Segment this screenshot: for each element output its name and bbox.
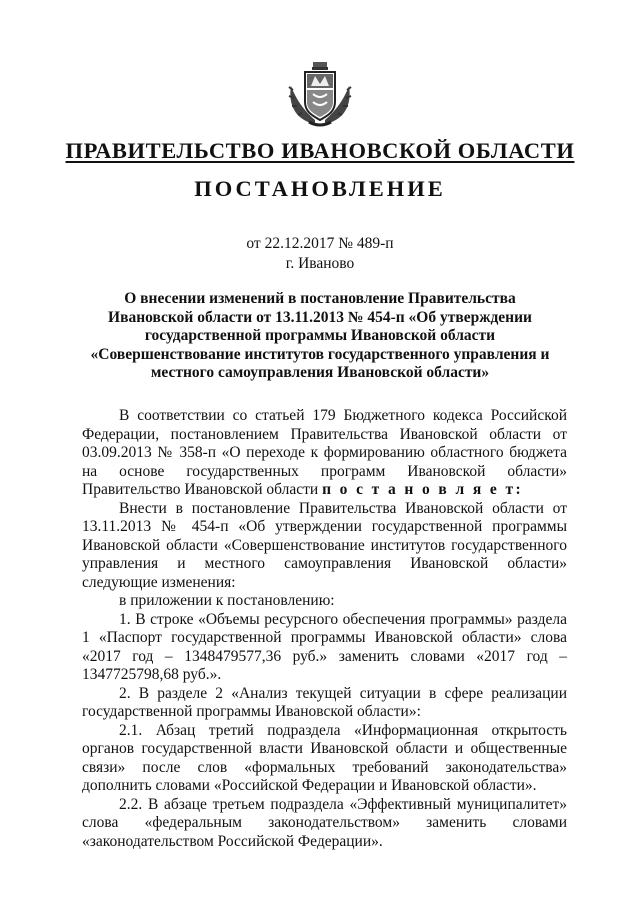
paragraph-item-2: 2. В разделе 2 «Анализ текущей ситуации в сфере реализации государственной программы Ивановской области»:: [82, 684, 567, 720]
document-type: ПОСТАНОВЛЕНИЕ: [194, 176, 446, 201]
paragraph-item-1: 1. В строке «Объемы ресурсного обеспечения программы» раздела 1 «Паспорт государственной программы Ивановской области» слова «2017 год – 1348479577,36 руб.» заменить словами «2017 год – 1347725798,68 руб.».: [82, 610, 567, 683]
heading-line: Ивановской области от 13.11.2013 № 454-п «Об утверждении: [108, 308, 532, 326]
heading-line: местного самоуправления Ивановской области»: [150, 364, 490, 381]
government-title: ПРАВИТЕЛЬСТВО ИВАНОВСКОЙ ОБЛАСТИ: [65, 138, 575, 163]
paragraph-item-2-1: 2.1. Абзац третий подраздела «Информационная открытость органов государственной власти Ивановской области и общественные связи» после слов «формальных требований законодательства» дополнить словами «Российской Федерации и Ивановской области».: [82, 721, 567, 794]
paragraph-item-2-2: 2.2. В абзаце третьем подраздела «Эффективный муниципалитет» слова «федеральным законодательством» заменить словами «законодательством Российской Федерации».: [82, 795, 567, 850]
heading-line: О внесении изменений в постановление Правительства: [124, 290, 516, 307]
preamble-paragraph: [82, 407, 567, 500]
document-city: г. Иваново: [285, 255, 355, 272]
resolves-word: п о с т а н о в л я е т:: [322, 481, 524, 498]
document-date-number: от 22.12.2017 № 489-п: [246, 235, 394, 252]
document-body: [82, 407, 567, 851]
preamble-text: В соответствии со статьей 179 Бюджетного кодекса Российской Федерации, постановлением Правительства Ивановской области от 03.09.2013 № 358-п «О переходе к формированию областного бюджета на основе государственных программ Ивановской области» Правительство Ивановской области: [82, 407, 567, 498]
paragraph-amend: Внести в постановление Правительства Ивановской области от 13.11.2013 № 454-п «Об утверждении государственной программы Ивановской области «Совершенствование институтов государственного управления и местного самоуправления Ивановской области» следующие изменения:: [82, 499, 567, 591]
heading-line: «Совершенствование институтов государственного управления и: [90, 345, 550, 363]
document-heading: [0, 290, 640, 383]
paragraph-appendix: в приложении к постановлению:: [119, 592, 335, 609]
heading-line: государственной программы Ивановской области: [144, 327, 496, 344]
ivanovo-coat-of-arms-icon: [285, 60, 355, 128]
